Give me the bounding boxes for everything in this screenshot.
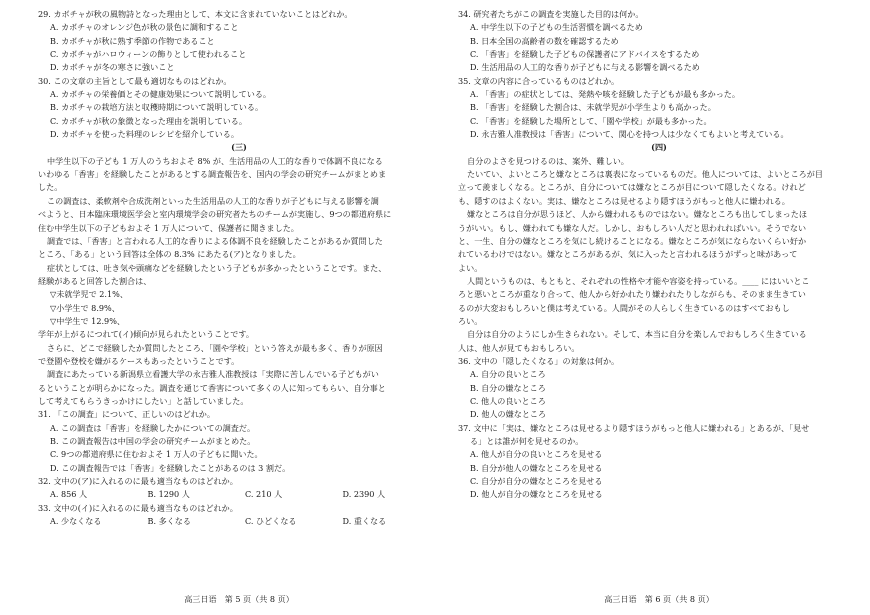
text-line: A. 中学生以下の子どもの生活習慣を調べるため	[470, 22, 643, 33]
section-heading: (四)	[651, 142, 667, 153]
question-stem: 30. この文章の主旨として最も適切なものはどれか。	[38, 75, 232, 86]
question-stem: 35. 文章の内容に合っているものはどれか。	[458, 75, 620, 86]
text-line: と、一生、自分の嫌なところを気にし続けることになる。嫌なところが気にならないくらい好か	[458, 235, 807, 246]
q33-option-b: B. 多くなる	[147, 516, 191, 527]
text-line: 自分は自分のようにしか生きられない。そして、本当に自分を楽しんでおもしろく生きている	[467, 329, 807, 340]
text-line: C. 9つの都道府県に住むおよそ 1 万人の子どもに聞いた。	[50, 449, 263, 460]
text-line: A. カボチャのオレンジ色が秋の景色に調和すること	[50, 22, 239, 33]
text-line: ところ、「ある」という回答は全体の 8.3% にあたる(ア)となりました。	[38, 249, 301, 260]
text-line: B. カボチャが秋に熟す季節の作物であること	[50, 35, 215, 46]
text-line: C. 「香害」を経験した子どもの保護者にアドバイスをするため	[470, 49, 700, 60]
text-line: 経験があると回答した割合は、	[38, 275, 152, 286]
text-line: A. カボチャの栄養価とその健康効果について説明している。	[50, 89, 272, 100]
page-footer-right: 高三日语 第 6 页（共 8 页）	[604, 594, 714, 604]
text-line: C. 「香害」を経験した場所として、「園や学校」が最も多かった。	[470, 115, 712, 126]
text-line: ろと悪いところが重なり合って、他人から好かれたり嫌われたりしながらも、そのまま生きてい	[458, 289, 806, 300]
text-line: ろい。	[458, 315, 483, 326]
text-line: B. 自分が他人の嫌なところを見せる	[470, 462, 603, 473]
text-line: べようと、日本臨床環境医学会と室内環境学会の研究者たちのチームが実施し、9つの都道府県に	[38, 209, 392, 220]
text-line: C. 自分が自分の嫌なところを見せる	[470, 476, 603, 487]
text-line: 嫌なところは自分が思うほど、人から嫌われるものではない。嫌なところも出してしまったほ	[467, 209, 807, 220]
q33-option-d: D. 重くなる	[342, 516, 387, 527]
text-line: で登園や登校を嫌がるケースもあったということです。	[38, 355, 240, 366]
q32-option-b: B. 1290 人	[147, 489, 190, 500]
text-line: 立って羨ましくなる。ところが、自分については嫌なところが目について隠したくなる。けれど	[458, 182, 806, 193]
text-line: C. カボチャがハロウィーンの飾りとして使われること	[50, 49, 247, 60]
text-line: も、隠すのはよくない。実は、嫌なところは見せるより隠すほうがもっと他人に嫌われる。	[458, 195, 790, 206]
text-line: ▽中学生で 12.9%、	[50, 315, 125, 326]
text-line: B. 日本全国の高齢者の数を確認するため	[470, 35, 619, 46]
text-line: A. 他人が自分の良いところを見せる	[470, 449, 603, 460]
text-line: A. この調査は「香害」を経験したかについての調査だ。	[50, 422, 256, 433]
q33-options	[38, 515, 440, 528]
right-column	[458, 8, 860, 502]
text-line: 人は、他人が見てもおもしろい。	[458, 342, 580, 353]
right-lines	[458, 8, 860, 502]
left-column	[38, 8, 440, 528]
q33-option-a: A. 少なくなる	[50, 516, 102, 527]
q32-option-c: C. 210 人	[245, 489, 283, 500]
text-line: B. この調査報告は中国の学会の研究チームがまとめた。	[50, 436, 256, 446]
text-line: 人間というものは、もともと、それぞれの性格や才能や容姿を持っている。____ にはいいとこ	[467, 275, 810, 286]
q33-stem: 33. 文中の(イ)に入れるのに最も適当なものはどれか。	[38, 502, 238, 513]
text-line: B. 自分の嫌なところ	[470, 382, 546, 393]
text-line: C. 他人の良いところ	[470, 395, 546, 406]
text-line: A. 自分の良いところ	[470, 369, 546, 380]
text-line: D. カボチャを使った料理のレシピを紹介している。	[50, 129, 239, 140]
text-line: 調査では、「香害」と言われる人工的な香りによる体調不良を経験したことがあるか質問した	[47, 235, 383, 246]
text-line: D. この調査報告では「香害」を経験したことがあるのは 3 割だ。	[50, 462, 291, 473]
section-heading: (三)	[231, 142, 247, 153]
left-lines	[38, 8, 440, 475]
text-line: るのが大変おもしろいと僕は考えている。人間がその人らしく生きているのはすべておもし	[458, 302, 790, 313]
text-line: D. 永吉雅人准教授は「香害」について、関心を持つ人は少なくてもよいと考えている。	[470, 129, 789, 140]
text-line: 住む中学生以下の子どもおよそ 1 万人について、保護者に聞きました。	[38, 222, 299, 233]
text-line: D. 他人の嫌なところ	[470, 409, 547, 420]
text-line: B. 「香害」を経験した割合は、未就学児が小学生よりも高かった。	[470, 102, 716, 113]
q32-stem: 32. 文中の(ア)に入れるのに最も適当なものはどれか。	[38, 476, 238, 487]
text-line: さらに、どこで経験したか質問したところ、「園や学校」という答えが最も多く、香りが原因	[47, 342, 383, 353]
text-line: 中学生以下の子ども 1 万人のうちおよそ 8% が、生活用品の人工的な香りで体調不良になる	[47, 155, 383, 166]
text-line: して考えてもらうきっかけにしたい」と話していました。	[38, 395, 249, 406]
text-line: 自分のよさを見つけるのは、案外、難しい。	[467, 155, 629, 166]
text-line: B. カボチャの栽培方法と収穫時期について説明している。	[50, 102, 264, 113]
text-line: うがいい。もし、嫌われても嫌な人だ。しかし、おもしろい人だと思われればいい。そうでない	[458, 222, 807, 233]
text-line: る」とは誰が何を見せるのか。	[470, 436, 584, 446]
text-line: たいてい、よいところと嫌なところは裏表になっているものだ。他人については、よいところが目	[467, 169, 823, 180]
text-line: D. 生活用品の人工的な香りが子どもに与える影響を調べるため	[470, 62, 700, 73]
q33-option-c: C. ひどくなる	[245, 516, 297, 527]
text-line: れているわけではない。嫌なところがあるが、気に入ったと言われるほうがずっと味があって	[458, 249, 798, 260]
question-stem: 37. 文中に「実は、嫌なところは見せるより隠すほうがもっと他人に嫌われる」とあるが、「見せ	[458, 422, 810, 433]
page-footer-left: 高三日语 第 5 页（共 8 页）	[184, 594, 294, 604]
question-stem: 29. カボチャが秋の風物詩となった理由として、本文に含まれていないことはどれか。	[38, 9, 353, 19]
q32-options	[38, 488, 440, 501]
question-stem: 36. 文中の「隠したくなる」の対象は何か。	[458, 355, 620, 366]
text-line: した。	[38, 182, 63, 193]
text-line: るということが明らかになった。調査を通じて香害について多くの人に知ってもらい、自分事と	[38, 382, 386, 393]
text-line: よい。	[458, 262, 483, 273]
text-line: C. カボチャが秋の象徴となった理由を説明している。	[50, 115, 247, 126]
text-line: 調査にあたっている新潟県立看護大学の永吉雅人准教授は「実際に苦しんでいる子どもがい	[47, 369, 379, 380]
text-line: D. 他人が自分の嫌なところを見せる	[470, 489, 603, 500]
text-line: いわゆる「香害」を経験したことがあるとする調査報告を、国内の学会の研究チームがまとめま	[38, 169, 387, 180]
question-stem: 31. 「この調査」について、正しいのはどれか。	[38, 409, 215, 420]
text-line: ▽未就学児で 2.1%、	[50, 289, 128, 300]
text-line: A. 「香害」の症状としては、発熱や咳を経験した子どもが最も多かった。	[470, 89, 740, 100]
text-line: 学年が上がるにつれて(イ)傾向が見られたということです。	[38, 329, 254, 340]
question-stem: 34. 研究者たちがこの調査を実施した目的は何か。	[458, 9, 644, 19]
text-line: D. カボチャが冬の寒さに強いこと	[50, 62, 175, 73]
text-line: 症状としては、吐き気や頭痛などを経験したという子どもが多かったということです。また、	[47, 262, 387, 273]
text-line: この調査は、柔軟剤や合成洗剤といった生活用品の人工的な香りが子どもに与える影響を調	[47, 195, 379, 206]
q32-option-d: D. 2390 人	[342, 489, 386, 500]
q32-option-a: A. 856 人	[50, 489, 88, 500]
text-line: ▽小学生で 8.9%、	[50, 302, 120, 313]
